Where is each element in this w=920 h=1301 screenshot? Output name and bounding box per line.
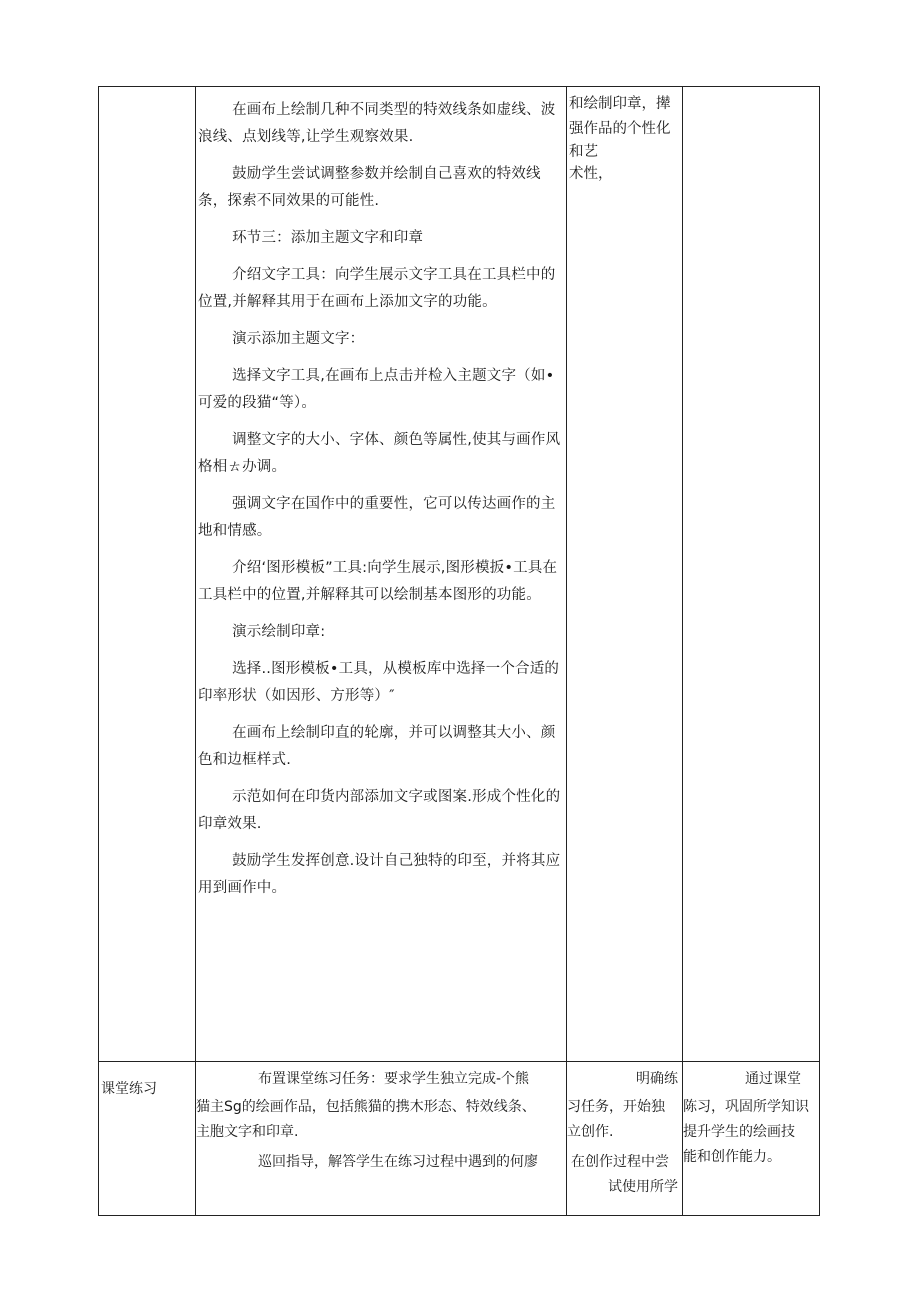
intent-practice-line: 提升学生的绘画技 [683, 1124, 795, 1140]
intent-line: 和绘制印章，撵 [569, 96, 671, 112]
paragraph-demo-text-heading: 演示添加主题文字： [232, 331, 365, 347]
paragraph-demo-stamp-heading: 演示绘制印章: [232, 624, 326, 640]
practice-intent-cell [683, 1067, 821, 1170]
notes-cell-empty [683, 87, 819, 1061]
practice-line: 布置课堂练习任务：要求学生独立完成-个熊 [258, 1071, 530, 1087]
student-line: 试使用所学 [608, 1179, 678, 1195]
intent-practice-line: 陈习，巩固所学知识 [683, 1099, 809, 1115]
paragraph-encourage-stamp: 鼓励学生发挥创意.设计自己独特的印至，并将其应用到画作中。 [198, 853, 561, 896]
practice-line: 巡回指导，解答学生在练习过程中遇到的何廖 [258, 1154, 538, 1170]
practice-line: 猫主Sg的绘画作品，包括熊猫的携木形态、特效线条、 [196, 1099, 536, 1115]
paragraph-adjust-text: 调整文字的大小、字体、颜色等属性,使其与画作风格相ㄊ办调。 [198, 432, 561, 475]
practice-line: 主胞文字和印章. [196, 1124, 299, 1140]
teaching-process-cell [196, 97, 566, 1057]
intent-line: 强作品的个性化 [569, 121, 671, 137]
intent-practice-line: 能和创作能力。 [683, 1149, 781, 1165]
lesson-plan-table [98, 86, 820, 1216]
paragraph-draw-stamp-outline: 在画布上绘制印直的轮廓，并可以调整其大小、颜色和边框样式. [198, 725, 556, 768]
paragraph-encourage-lines: 鼓励学生尝试调整参数并绘制自己喜欢的特效线条，探索不同效果的可能性. [198, 166, 541, 209]
paragraph-shape-template-intro: 介绍‘图形模板”工具:向学生展示,图形模扳•工具在工具栏中的位置,并解释其可以绘制基本图形的功能。 [198, 560, 558, 603]
paragraph-special-lines: 在画布上绘制几种不同类型的特效线条如虚线、波浪线、点划线等,让学生观察效果. [198, 102, 556, 145]
row-divider [99, 1061, 819, 1062]
intent-line: 术性， [569, 166, 613, 182]
student-activity-cell [567, 1067, 682, 1200]
paragraph-section-three-heading: 环节三：添加主题文字和印章 [232, 230, 424, 246]
intent-line: 和艺 [569, 144, 598, 160]
paragraph-text-tool-intro: 介绍文字工具：向学生展示文字工具在工具栏中的位置,并解释其用于在画布上添加文字的功能。 [198, 267, 556, 310]
paragraph-select-text-tool: 选择文字工具,在画布上点击并检入主题文字（如•可爱的段猫“等）。 [198, 368, 555, 411]
student-line: 立创作. [567, 1124, 614, 1140]
student-line: 明确练 [636, 1071, 678, 1087]
practice-content-cell [196, 1067, 566, 1175]
student-line: 习任务，开始独 [567, 1099, 665, 1115]
stage-cell-empty [99, 87, 195, 1061]
paragraph-text-importance: 强调文字在国作中的重要性，它可以传达画作的主地和情感。 [198, 496, 556, 539]
column-divider [566, 87, 567, 1215]
paragraph-select-stamp-shape: 选择..图形模板•工具，从模板库中选择一个合适的印率形状（如因形、方形等）″ [198, 661, 560, 704]
design-intent-cell-top [567, 91, 682, 185]
student-line: 在创作过程中尝 [571, 1154, 669, 1170]
paragraph-stamp-inner-text: 示范如何在印货内部添加文字或图案.形成个性化的印章效果. [198, 789, 561, 832]
practice-label: 课堂练习 [101, 1081, 157, 1097]
intent-practice-line: 通过课堂 [745, 1071, 801, 1087]
